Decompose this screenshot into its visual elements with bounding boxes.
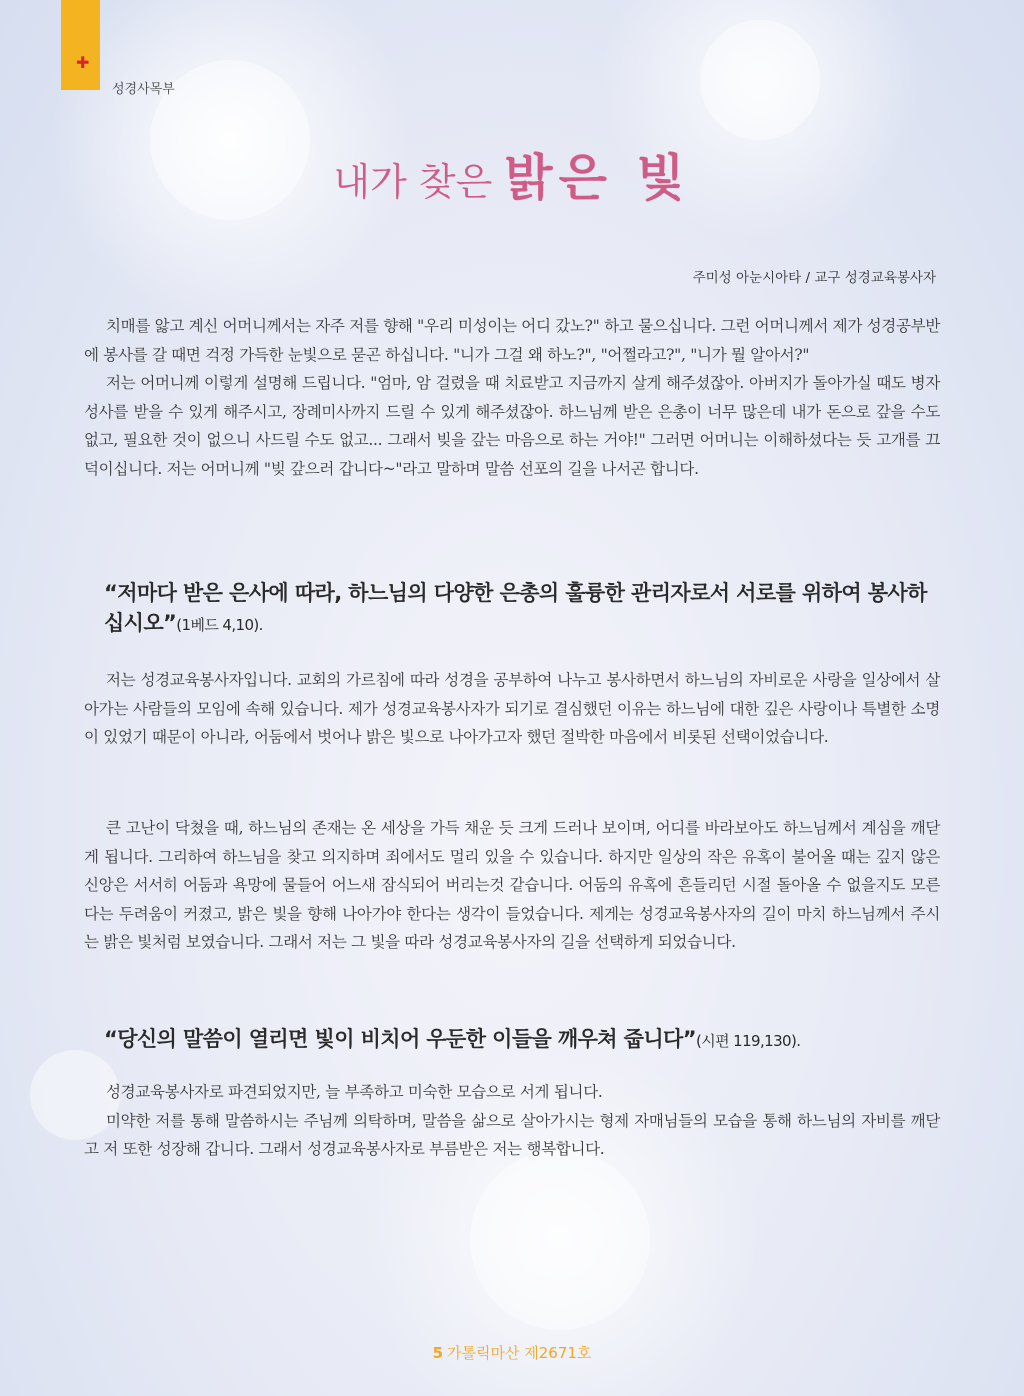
paragraph: 치매를 앓고 계신 어머니께서는 자주 저를 향해 "우리 미성이는 어디 갔노?" 하고 물으십니다. 그런 어머니께서 제가 성경공부반에 봉사를 갈 때면 걱정 가득한 눈빛으로 묻곤 하십니다. "니가 그걸 왜 하노?", "어쩔라고?", "니가 뭘 알아서?" [84,317,940,364]
section-tab [61,0,100,90]
quote-reference: (시편 119,130). [695,1032,801,1050]
background-bokeh [700,20,820,140]
section-1 [84,312,940,483]
quote-text: “당신의 말씀이 열리면 빛이 비치어 우둔한 이들을 깨우쳐 줍니다” [104,1027,696,1051]
section-4 [84,1078,940,1164]
paragraph: 저는 어머니께 이렇게 설명해 드립니다. "엄마, 암 걸렸을 때 치료받고 지금까지 살게 해주셨잖아. 아버지가 돌아가실 때도 병자성사를 받을 수 있게 해주시고, 장례미사까지 드릴 수 있게 해주셨잖아. 하느님께 받은 은총이 너무 많은데 내가 돈으로 갚을 수도 없고, 필요한 것이 없으니 사드릴 수도 없고... 그래서 빚을 갚는 마음으로 하는 거야!" 그러면 어머니는 이해하셨다는 듯 고개를 끄덕이십니다. 저는 어머니께 "빚 갚으러 갑니다~"라고 말하며 말씀 선포의 길을 나서곤 합니다. [84,374,940,478]
paragraph: 큰 고난이 닥쳤을 때, 하느님의 존재는 온 세상을 가득 채운 듯 크게 드러나 보이며, 어디를 바라보아도 하느님께서 계심을 깨닫게 됩니다. 그리하여 하느님을 찾고 의지하며 죄에서도 멀리 있을 수 있습니다. 하지만 일상의 작은 유혹이 불어올 때는 깊지 않은 신앙은 서서히 어둠과 욕망에 물들어 어느새 잠식되어 버리는것 같습니다. 어둠의 유혹에 흔들리던 시절 돌아올 수 없을지도 모른다는 두려움이 커졌고, 밝은 빛을 향해 나아가야 한다는 생각이 들었습니다. 제게는 성경교육봉사자의 길이 마치 하느님께서 주시는 밝은 빛처럼 보였습니다. 그래서 저는 그 빛을 따라 성경교육봉사자의 길을 선택하게 되었습니다. [84,819,940,951]
quote-text: “저마다 받은 은사에 따라, 하느님의 다양한 은총의 훌륭한 관리자로서 서로를 위하여 봉사하십시오” [104,581,927,635]
quote-reference: (1베드 4,10). [176,616,263,634]
section-2 [84,666,940,752]
paragraph: 성경교육봉사자로 파견되었지만, 늘 부족하고 미숙한 모습으로 서게 됩니다. [106,1083,603,1101]
scripture-quote-2 [104,1024,944,1056]
title-bold: 밝은 빛 [504,149,691,207]
author-byline: 주미성 아눈시아타 / 교구 성경교육봉사자 [692,270,936,286]
cross-icon: ✚ [76,53,90,72]
publication-name: 가톨릭마산 제2671호 [447,1344,592,1362]
section-label: 성경사목부 [112,82,175,97]
background-bokeh [470,1150,650,1330]
section-3 [84,814,940,957]
title-light: 내가 찾은 [333,160,493,204]
page-title [0,138,1024,210]
paragraph: 미약한 저를 통해 말씀하시는 주님께 의탁하며, 말씀을 삶으로 살아가시는 형제 자매님들의 모습을 통해 하느님의 자비를 깨닫고 저 또한 성장해 갑니다. 그래서 성경교육봉사자로 부름받은 저는 행복합니다. [84,1111,940,1158]
scripture-quote-1 [104,578,944,640]
page-number: 5 [432,1344,444,1362]
page-footer [0,1342,1024,1363]
paragraph: 저는 성경교육봉사자입니다. 교회의 가르침에 따라 성경을 공부하여 나누고 봉사하면서 하느님의 자비로운 사랑을 일상에서 살아가는 사람들의 모임에 속해 있습니다. 제가 성경교육봉사자가 되기로 결심했던 이유는 하느님에 대한 깊은 사랑이나 특별한 소명이 있었기 때문이 아니라, 어둠에서 벗어나 밝은 빛으로 나아가고자 했던 절박한 마음에서 비롯된 선택이었습니다. [84,671,940,746]
